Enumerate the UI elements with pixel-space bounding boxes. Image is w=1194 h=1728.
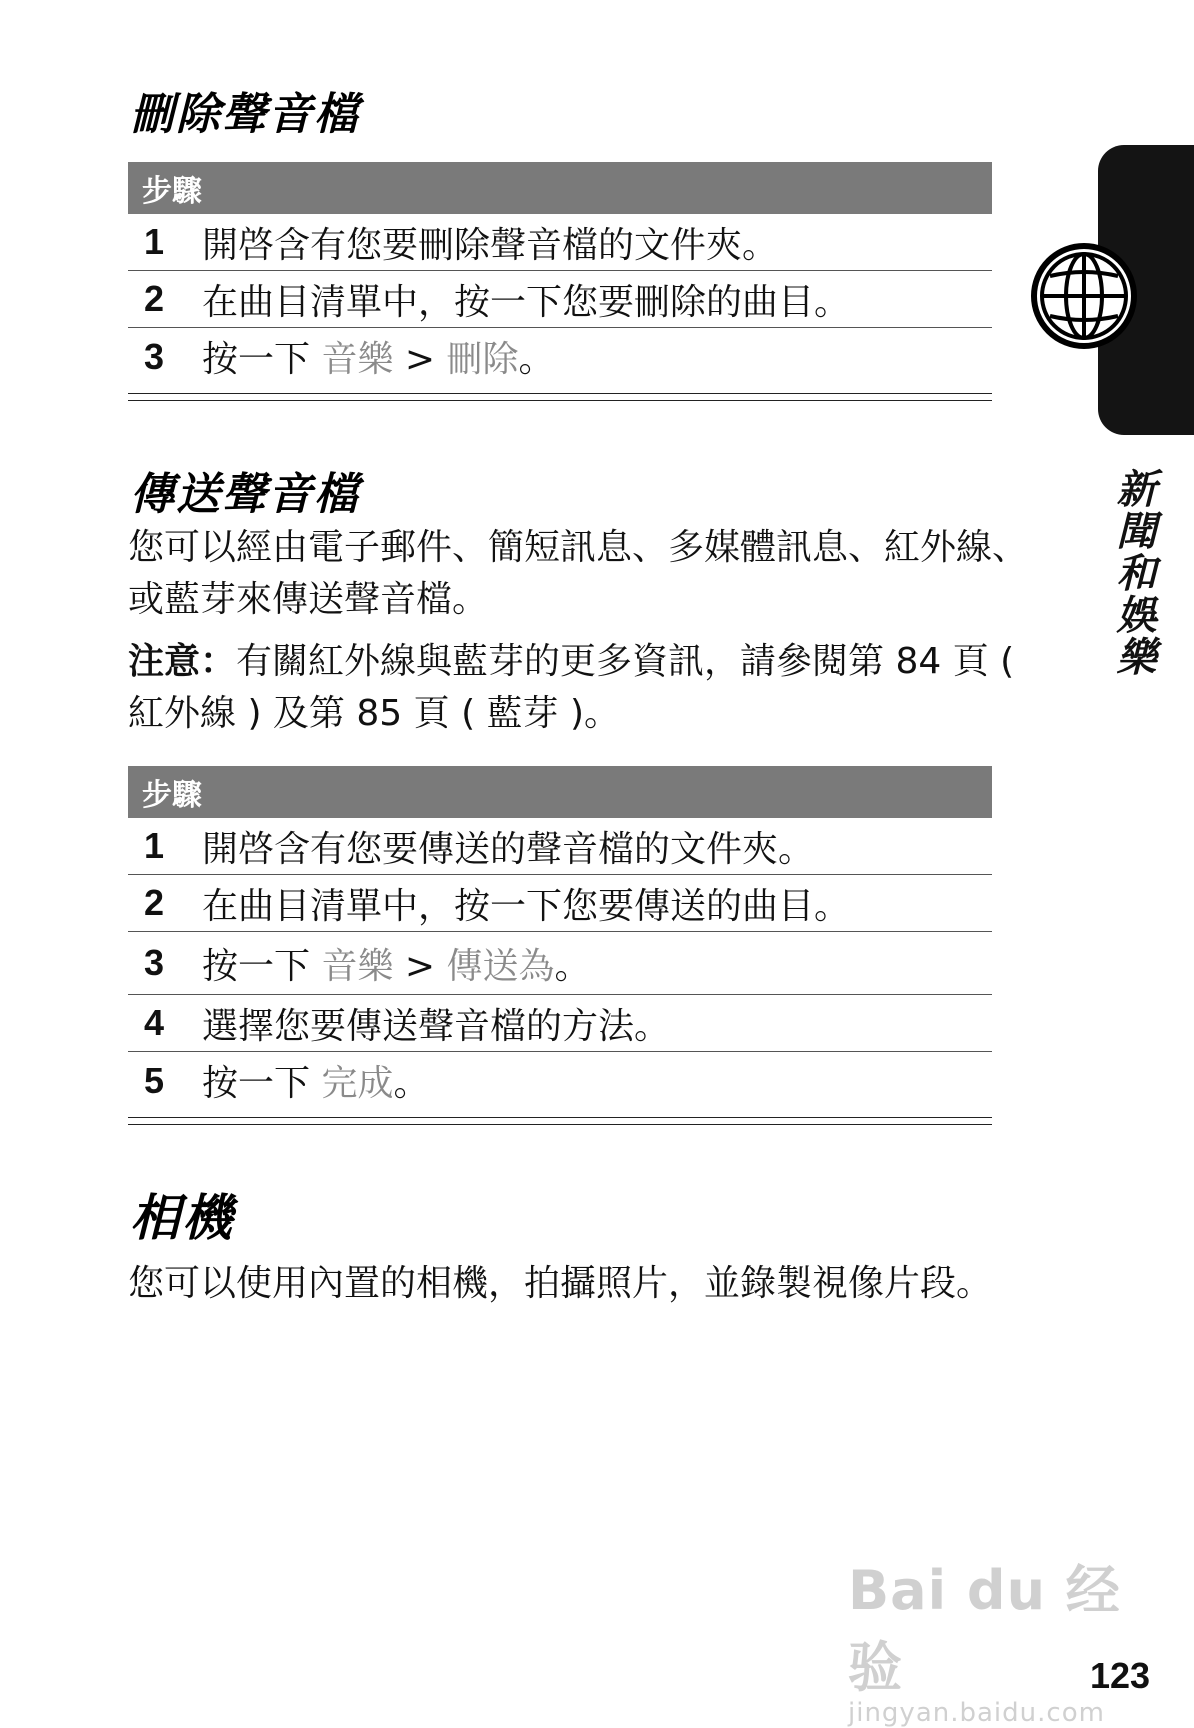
step-text bbox=[202, 938, 992, 989]
section-camera-intro: 您可以使用內置的相機，拍攝照片，並錄製視像片段。 bbox=[128, 1263, 993, 1304]
step-suffix: 。 bbox=[518, 339, 555, 380]
step-number: 5 bbox=[144, 1059, 165, 1101]
menu-separator: > bbox=[393, 945, 447, 987]
step-row bbox=[128, 818, 992, 875]
step-text: 開啓含有您要刪除聲音檔的文件夾。 bbox=[202, 224, 779, 266]
step-text: 在曲目清單中，按一下您要傳送的曲目。 bbox=[202, 885, 851, 927]
globe-icon bbox=[1030, 242, 1138, 350]
table-end-rule bbox=[128, 393, 992, 401]
step-number: 1 bbox=[144, 825, 165, 866]
menu-item-send-as: 傳送為 bbox=[446, 945, 555, 987]
menu-item-music: 音樂 bbox=[321, 945, 394, 987]
menu-item-done: 完成 bbox=[321, 1063, 394, 1104]
steps-table-send bbox=[128, 766, 992, 1125]
step-number: 2 bbox=[144, 278, 165, 319]
step-number: 1 bbox=[144, 221, 165, 262]
table-end-rule bbox=[128, 1117, 992, 1125]
step-row bbox=[128, 875, 992, 932]
step-text: 在曲目清單中，按一下您要刪除的曲目。 bbox=[202, 281, 851, 323]
step-text: 選擇您要傳送聲音檔的方法。 bbox=[202, 1005, 671, 1047]
step-row bbox=[128, 328, 992, 385]
steps-header: 步驟 bbox=[128, 162, 992, 214]
section-send-note bbox=[128, 636, 1058, 740]
steps-header: 步驟 bbox=[128, 766, 992, 818]
step-row bbox=[128, 995, 992, 1052]
chapter-label: 新聞和娛樂 bbox=[1110, 468, 1156, 678]
menu-item-delete: 刪除 bbox=[446, 339, 519, 380]
step-row bbox=[128, 1052, 992, 1109]
section-send-intro: 您可以經由電子郵件、簡短訊息、多媒體訊息、紅外線、或藍芽來傳送聲音檔。 bbox=[128, 527, 1029, 620]
step-number: 3 bbox=[144, 942, 165, 983]
section-title-send: 傳送聲音檔 bbox=[130, 469, 360, 520]
step-prefix: 按一下 bbox=[202, 339, 322, 380]
step-prefix: 按一下 bbox=[202, 1063, 322, 1104]
menu-item-music: 音樂 bbox=[321, 339, 394, 380]
step-number: 3 bbox=[144, 335, 165, 377]
watermark-url: jingyan.baidu.com bbox=[848, 1698, 1105, 1728]
step-prefix: 按一下 bbox=[202, 945, 322, 987]
step-number: 2 bbox=[144, 882, 165, 923]
step-text bbox=[202, 1055, 992, 1106]
step-row bbox=[128, 932, 992, 995]
note-text: 有關紅外線與藍芽的更多資訊，請參閱第 84 頁 ( 紅外線 ) 及第 85 頁 ( 藍芽 )。 bbox=[128, 641, 1015, 734]
step-suffix: 。 bbox=[554, 945, 591, 987]
watermark-brand: Bai du 经验 bbox=[848, 1559, 1121, 1699]
note-label: 注意： bbox=[128, 641, 237, 682]
step-text: 開啓含有您要傳送的聲音檔的文件夾。 bbox=[202, 828, 815, 870]
step-row bbox=[128, 214, 992, 271]
step-row bbox=[128, 271, 992, 328]
menu-separator: > bbox=[393, 339, 447, 380]
page-number: 123 bbox=[1090, 1655, 1151, 1696]
steps-table-delete bbox=[128, 162, 992, 401]
section-title-delete: 刪除聲音檔 bbox=[130, 89, 360, 140]
step-number: 4 bbox=[144, 1002, 165, 1043]
step-suffix: 。 bbox=[393, 1063, 430, 1104]
section-title-camera: 相機 bbox=[130, 1189, 234, 1247]
step-text bbox=[202, 331, 992, 382]
